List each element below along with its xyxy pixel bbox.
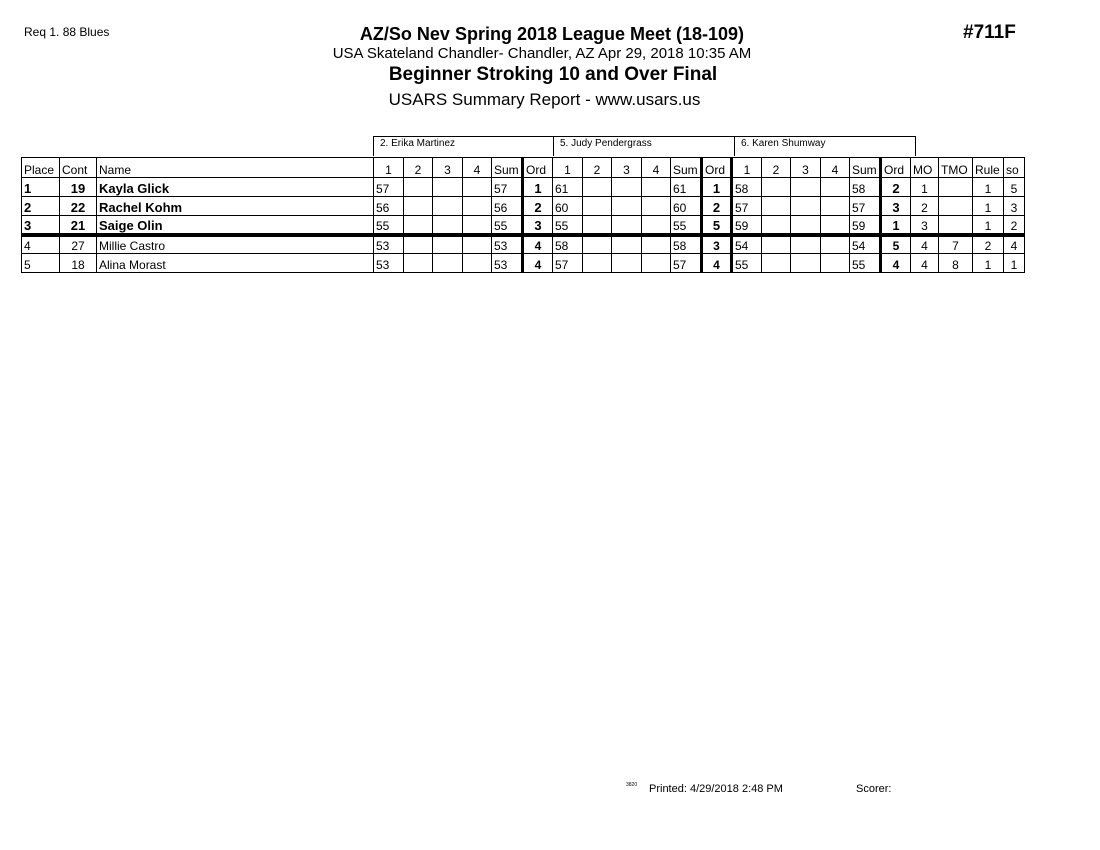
event-title: Beginner Stroking 10 and Over Final xyxy=(388,64,718,85)
j3-ord: 2 xyxy=(881,178,911,197)
j1-score-2 xyxy=(404,235,433,254)
j1-score-3 xyxy=(433,216,463,235)
j1-ord: 4 xyxy=(523,235,553,254)
place-cell: 5 xyxy=(22,254,60,273)
j2-score-2 xyxy=(583,254,612,273)
j1-score-1: 53 xyxy=(374,235,404,254)
j3-score-4 xyxy=(821,178,850,197)
page-tiny-number: 3820 xyxy=(626,782,638,788)
j3-score-1: 55 xyxy=(732,254,762,273)
j1-sum: 56 xyxy=(492,197,523,216)
col-j3-sum: Sum xyxy=(850,158,881,178)
printed-timestamp: Printed: 4/29/2018 2:48 PM xyxy=(649,783,783,795)
col-name: Name xyxy=(97,158,374,178)
j1-score-1: 55 xyxy=(374,216,404,235)
j1-score-3 xyxy=(433,254,463,273)
table-row xyxy=(22,216,1025,235)
j1-score-4 xyxy=(463,235,492,254)
j3-sum: 54 xyxy=(850,235,881,254)
meet-location: USA Skateland Chandler- Chandler, AZ Apr 29, 2018 10:35 AM xyxy=(332,45,752,62)
j2-score-2 xyxy=(583,216,612,235)
table-row xyxy=(22,197,1025,216)
j2-score-1: 60 xyxy=(553,197,583,216)
j2-score-2 xyxy=(583,235,612,254)
cont-cell: 22 xyxy=(60,197,97,216)
j3-ord: 5 xyxy=(881,235,911,254)
place-cell: 3 xyxy=(22,216,60,235)
j3-sum: 59 xyxy=(850,216,881,235)
col-j3-score-2: 2 xyxy=(762,158,791,178)
mo-cell: 3 xyxy=(911,216,939,235)
j2-score-1: 58 xyxy=(553,235,583,254)
j2-score-1: 61 xyxy=(553,178,583,197)
name-cell: Rachel Kohm xyxy=(97,197,374,216)
j2-score-4 xyxy=(642,178,671,197)
j2-score-4 xyxy=(642,197,671,216)
so-cell: 3 xyxy=(1004,197,1025,216)
j2-sum: 58 xyxy=(671,235,702,254)
j3-sum: 57 xyxy=(850,197,881,216)
j2-ord: 4 xyxy=(702,254,732,273)
j2-ord: 1 xyxy=(702,178,732,197)
tmo-cell xyxy=(939,216,973,235)
col-place: Place xyxy=(22,158,60,178)
event-code: #711F xyxy=(963,22,1016,43)
cont-cell: 21 xyxy=(60,216,97,235)
j2-sum: 60 xyxy=(671,197,702,216)
col-j1-score-1: 1 xyxy=(374,158,404,178)
j1-score-4 xyxy=(463,178,492,197)
col-j2-sum: Sum xyxy=(671,158,702,178)
j3-ord: 3 xyxy=(881,197,911,216)
j3-score-2 xyxy=(762,197,791,216)
j2-score-3 xyxy=(612,197,642,216)
judge-2-name: 5. Judy Pendergrass xyxy=(553,136,735,156)
so-cell: 5 xyxy=(1004,178,1025,197)
j3-score-4 xyxy=(821,197,850,216)
j3-score-3 xyxy=(791,197,821,216)
place-cell: 4 xyxy=(22,235,60,254)
col-j2-score-3: 3 xyxy=(612,158,642,178)
j3-score-4 xyxy=(821,235,850,254)
j3-ord: 1 xyxy=(881,216,911,235)
j3-score-2 xyxy=(762,254,791,273)
j2-ord: 5 xyxy=(702,216,732,235)
j3-score-1: 57 xyxy=(732,197,762,216)
cont-cell: 27 xyxy=(60,235,97,254)
so-cell: 2 xyxy=(1004,216,1025,235)
rule-cell: 1 xyxy=(973,254,1004,273)
requirement-label: Req 1. 88 Blues xyxy=(24,25,110,39)
j3-score-4 xyxy=(821,216,850,235)
j3-score-1: 58 xyxy=(732,178,762,197)
j2-score-1: 57 xyxy=(553,254,583,273)
j1-ord: 2 xyxy=(523,197,553,216)
j1-score-3 xyxy=(433,197,463,216)
col-j3-ord: Ord xyxy=(881,158,911,178)
tmo-cell: 8 xyxy=(939,254,973,273)
j2-score-3 xyxy=(612,178,642,197)
j1-sum: 57 xyxy=(492,178,523,197)
j1-score-3 xyxy=(433,178,463,197)
col-j2-score-4: 4 xyxy=(642,158,671,178)
cont-cell: 19 xyxy=(60,178,97,197)
col-j2-score-2: 2 xyxy=(583,158,612,178)
col-tmo: TMO xyxy=(939,158,973,178)
col-j3-score-3: 3 xyxy=(791,158,821,178)
j1-ord: 4 xyxy=(523,254,553,273)
tmo-cell xyxy=(939,178,973,197)
j1-score-3 xyxy=(433,235,463,254)
col-j2-ord: Ord xyxy=(702,158,732,178)
rule-cell: 2 xyxy=(973,235,1004,254)
j3-ord: 4 xyxy=(881,254,911,273)
j3-score-1: 54 xyxy=(732,235,762,254)
j3-score-3 xyxy=(791,178,821,197)
so-cell: 1 xyxy=(1004,254,1025,273)
name-cell: Saige Olin xyxy=(97,216,374,235)
j1-score-2 xyxy=(404,178,433,197)
col-j1-score-4: 4 xyxy=(463,158,492,178)
name-cell: Alina Morast xyxy=(97,254,374,273)
place-cell: 1 xyxy=(22,178,60,197)
j1-ord: 1 xyxy=(523,178,553,197)
col-j1-sum: Sum xyxy=(492,158,523,178)
j2-score-1: 55 xyxy=(553,216,583,235)
rule-cell: 1 xyxy=(973,178,1004,197)
meet-title: AZ/So Nev Spring 2018 League Meet (18-109) xyxy=(359,24,745,44)
col-j3-score-4: 4 xyxy=(821,158,850,178)
so-cell: 4 xyxy=(1004,235,1025,254)
table-row xyxy=(22,178,1025,197)
col-j1-score-2: 2 xyxy=(404,158,433,178)
judge-3-name: 6. Karen Shumway xyxy=(734,136,916,156)
j2-score-2 xyxy=(583,197,612,216)
col-j2-score-1: 1 xyxy=(553,158,583,178)
j2-score-4 xyxy=(642,254,671,273)
col-j1-ord: Ord xyxy=(523,158,553,178)
col-mo: MO xyxy=(911,158,939,178)
results-table xyxy=(21,157,1025,273)
j3-score-3 xyxy=(791,235,821,254)
place-cell: 2 xyxy=(22,197,60,216)
j1-ord: 3 xyxy=(523,216,553,235)
header-row xyxy=(22,158,1025,178)
j2-score-4 xyxy=(642,216,671,235)
j2-ord: 2 xyxy=(702,197,732,216)
mo-cell: 2 xyxy=(911,197,939,216)
j2-sum: 55 xyxy=(671,216,702,235)
j3-score-3 xyxy=(791,254,821,273)
j1-score-2 xyxy=(404,254,433,273)
report-title: USARS Summary Report - www.usars.us xyxy=(388,90,701,109)
j1-score-2 xyxy=(404,216,433,235)
j3-score-3 xyxy=(791,216,821,235)
mo-cell: 4 xyxy=(911,254,939,273)
j2-score-2 xyxy=(583,178,612,197)
j3-score-1: 59 xyxy=(732,216,762,235)
j1-score-2 xyxy=(404,197,433,216)
j1-score-4 xyxy=(463,254,492,273)
j2-sum: 61 xyxy=(671,178,702,197)
col-j1-score-3: 3 xyxy=(433,158,463,178)
mo-cell: 1 xyxy=(911,178,939,197)
j3-score-2 xyxy=(762,235,791,254)
j3-sum: 55 xyxy=(850,254,881,273)
col-so: so xyxy=(1004,158,1025,178)
j2-score-3 xyxy=(612,235,642,254)
j2-score-4 xyxy=(642,235,671,254)
tmo-cell: 7 xyxy=(939,235,973,254)
judge-1-name: 2. Erika Martinez xyxy=(373,136,554,156)
mo-cell: 4 xyxy=(911,235,939,254)
j2-sum: 57 xyxy=(671,254,702,273)
j1-score-1: 57 xyxy=(374,178,404,197)
col-cont: Cont xyxy=(60,158,97,178)
rule-cell: 1 xyxy=(973,216,1004,235)
j3-sum: 58 xyxy=(850,178,881,197)
table-row xyxy=(22,254,1025,273)
j3-score-4 xyxy=(821,254,850,273)
j1-score-4 xyxy=(463,216,492,235)
col-j3-score-1: 1 xyxy=(732,158,762,178)
table-row xyxy=(22,235,1025,254)
j2-score-3 xyxy=(612,254,642,273)
j1-score-1: 53 xyxy=(374,254,404,273)
tmo-cell xyxy=(939,197,973,216)
name-cell: Millie Castro xyxy=(97,235,374,254)
j3-score-2 xyxy=(762,216,791,235)
j2-ord: 3 xyxy=(702,235,732,254)
j1-score-4 xyxy=(463,197,492,216)
rule-cell: 1 xyxy=(973,197,1004,216)
j1-score-1: 56 xyxy=(374,197,404,216)
col-rule: Rule xyxy=(973,158,1004,178)
j2-score-3 xyxy=(612,216,642,235)
scorer-label: Scorer: xyxy=(856,783,892,795)
j1-sum: 53 xyxy=(492,254,523,273)
name-cell: Kayla Glick xyxy=(97,178,374,197)
j1-sum: 53 xyxy=(492,235,523,254)
cont-cell: 18 xyxy=(60,254,97,273)
j3-score-2 xyxy=(762,178,791,197)
j1-sum: 55 xyxy=(492,216,523,235)
